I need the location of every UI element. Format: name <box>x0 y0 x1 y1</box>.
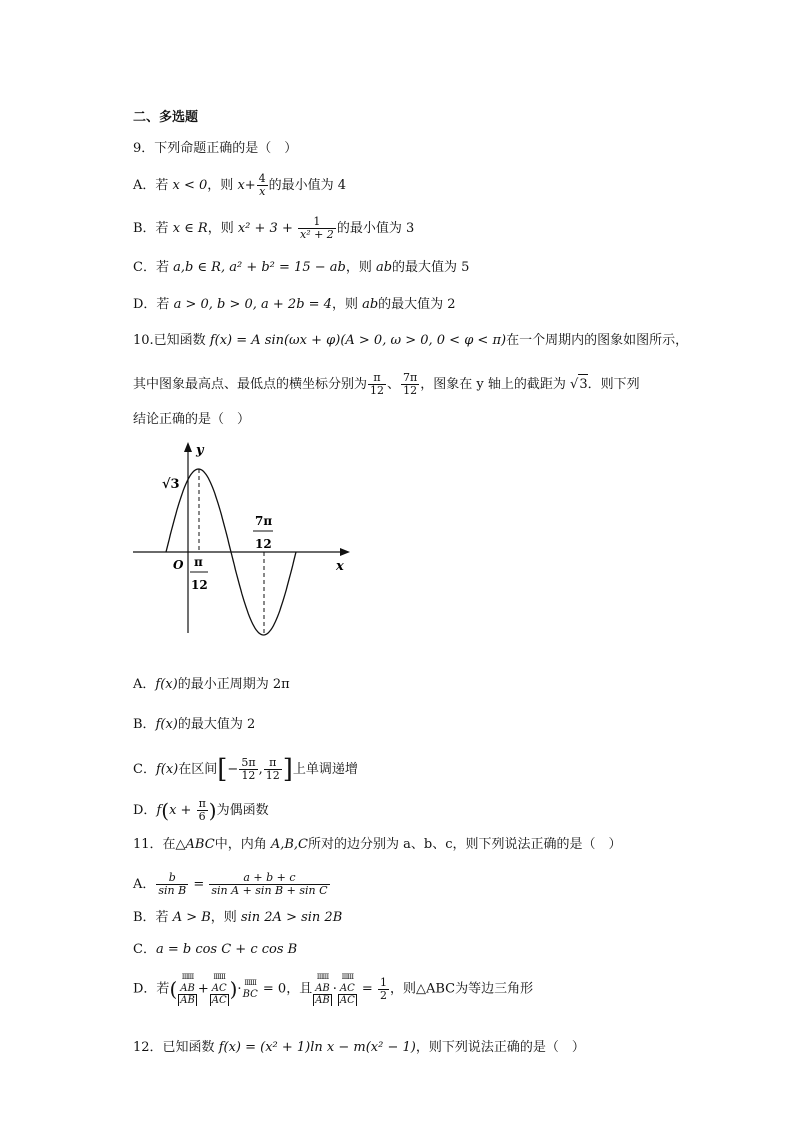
q10-option-d: D．f(x + $\frac{\pi}{6}$ )为偶函数 <box>133 797 269 823</box>
q12-stem: 12．已知函数 f(x) = (x² + 1)ln x − m(x² − 1)，则下列说法正确的是（ ） <box>133 1040 585 1055</box>
q10-stem-line1: 10.已知函数 f(x) = A sin(ωx + φ)(A > 0, ω > 0, 0 < φ < π)在一个周期内的图象如图所示， <box>133 333 689 348</box>
q9-stem: 9．下列命题正确的是（ ） <box>133 141 298 156</box>
q9-option-c: C．若 a,b ∈ R, a² + b² = 15 − ab，则 ab的最大值为 5 <box>133 260 470 275</box>
q11-option-b: B．若 A > B，则 sin 2A > sin 2B <box>133 910 343 925</box>
x-axis-arrow <box>340 548 350 556</box>
q10-option-b: B．f(x)的最大值为 2 <box>133 717 256 732</box>
q9-option-d: D．若 a > 0, b > 0, a + 2b = 4，则 ab的最大值为 2 <box>133 297 456 312</box>
x-label: x <box>336 559 344 574</box>
q10-graph <box>128 438 358 638</box>
q10-stem-line3: 结论正确的是（ ） <box>133 412 251 427</box>
y-axis-arrow <box>184 442 192 452</box>
q9-option-b: B．若 x ∈ R，则 x² + 3 + $\frac{1}{\text{x² + 2}}$ 的最小值为 3 <box>133 215 415 241</box>
sqrt3-label: √3 <box>162 477 180 492</box>
origin-label: O <box>173 558 184 572</box>
q10-option-a: A．f(x)的最小正周期为 2π <box>133 677 290 692</box>
q11-option-d: D．若( ⅢⅢ AB AB + ⅢⅢ AC AC )· ⅢⅢ BC = 0，且 ⅢⅢ AB AB · ⅢⅢ AC AC = $\frac{1}{2}$ ，则△ABC为等边三角形 <box>133 973 534 1006</box>
max-x-den: 12 <box>191 578 208 592</box>
q9-option-a: A．若 x < 0，则 x+ $\frac{4}{x}$ 的最小值为 4 <box>133 172 347 198</box>
q11-stem: 11．在△ABC中，内角 A,B,C所对的边分别为 a、b、c，则下列说法正确的是（ ） <box>133 837 622 852</box>
min-x-num: 7π <box>255 514 273 528</box>
q11-option-c: C．a = b cos C + c cos B <box>133 942 298 957</box>
q10-option-c: C．f(x)在区间[− $\frac{5\pi}{12}$ , $\frac{\pi}{12}$ ]上单调递增 <box>133 754 358 785</box>
max-x-num: π <box>194 555 203 569</box>
y-label: y <box>196 443 204 458</box>
q10-stem-line2: 其中图象最高点、最低点的横坐标分别为 $\frac{\pi}{12}$ 、 $\frac{7\pi}{12}$ ，图象在 y 轴上的截距为 √3．则下列 <box>133 371 640 397</box>
min-x-den: 12 <box>255 537 272 551</box>
q11-option-a: A． $\frac{b}{\text{sin B}}$ = $\frac{a + b + c}{\text{sin A + sin B + sin C}}$ <box>133 871 328 897</box>
section-title: 二、多选题 <box>133 110 199 125</box>
